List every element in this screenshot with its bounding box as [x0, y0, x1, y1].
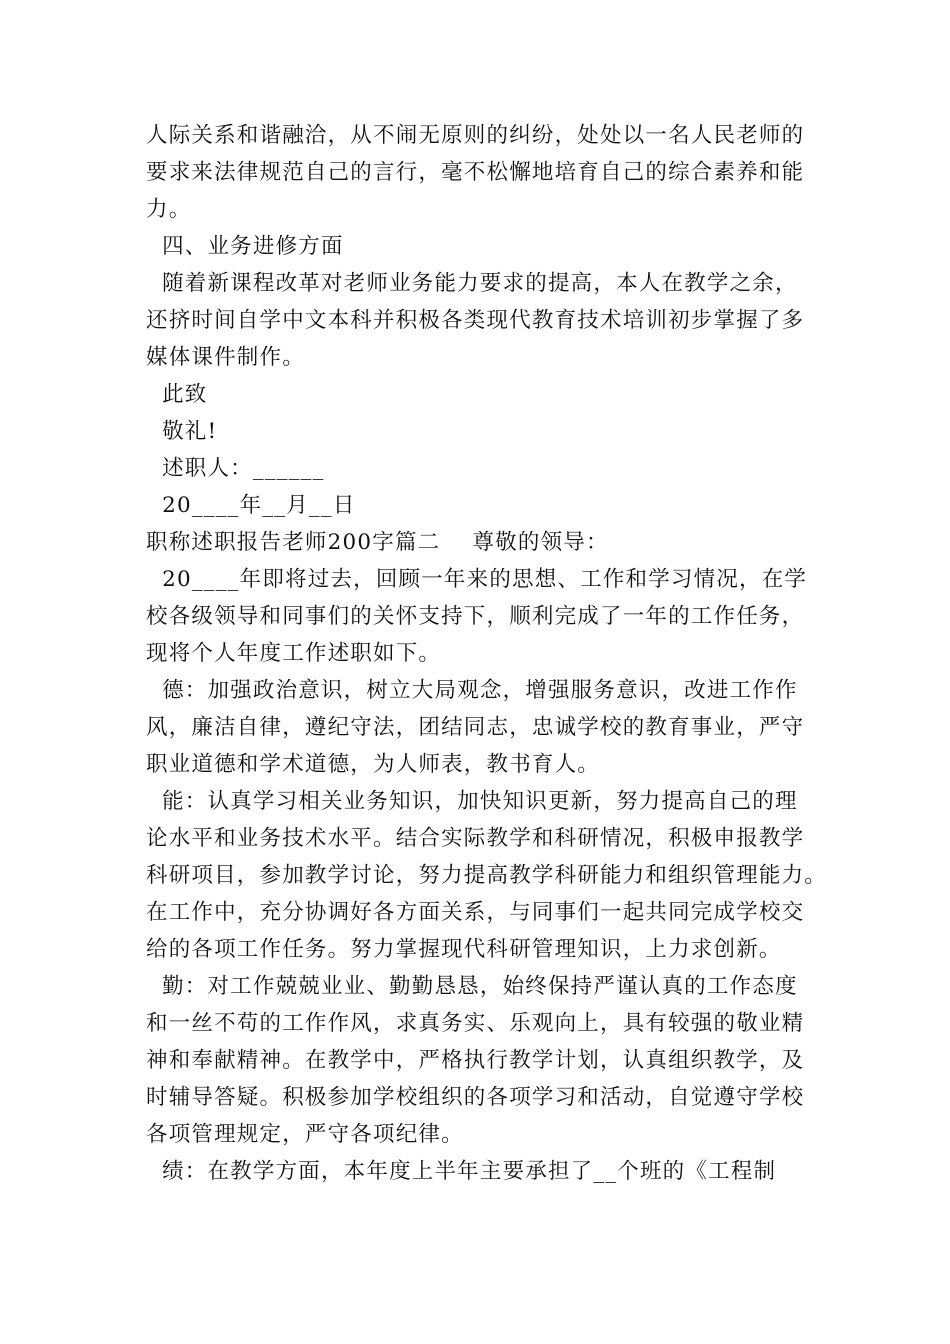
text-line: 媒体课件制作。: [146, 345, 305, 370]
text-line: 时辅导答疑。积极参加学校组织的各项学习和活动，自觉遵守学校: [146, 1085, 805, 1110]
text-line: 论水平和业务技术水平。结合实际教学和科研情况，积极申报教学: [146, 826, 805, 851]
text-line: 能：认真学习相关业务知识，加快知识更新，努力提高自己的理: [146, 789, 798, 814]
text-line: 人际关系和谐融洽，从不闹无原则的纠纷，处处以一名人民老师的: [146, 123, 805, 148]
text-line: 各项管理规定，严守各项纪律。: [146, 1122, 464, 1147]
text-line: 德：加强政治意识，树立大局观念，增强服务意识，改进工作作: [146, 678, 798, 703]
text-line: 职业道德和学术道德，为人师表，教书育人。: [146, 752, 601, 777]
text-line: 科研项目，参加教学讨论，努力提高教学科研能力和组织管理能力。: [146, 863, 828, 888]
signature-line: [146, 450, 826, 487]
paragraph-ability: [146, 783, 826, 968]
text-line: 20____年即将过去，回顾一年来的思想、工作和学习情况，在学: [146, 567, 808, 592]
paragraph-virtue: [146, 672, 826, 783]
text-line: 还挤时间自学中文本科并积极各类现代教育技术培训初步掌握了多: [146, 308, 805, 333]
text-line: 要求来法律规范自己的言行，毫不松懈地培育自己的综合素养和能: [146, 160, 805, 185]
text-line: 力。: [146, 197, 192, 222]
text-line: 神和奉献精神。在教学中，严格执行教学计划，认真组织教学，及: [146, 1048, 805, 1073]
document-body: [146, 117, 826, 1190]
text-line: 风，廉洁自律，遵纪守法，团结同志，忠诚学校的教育事业，严守: [146, 715, 805, 740]
closing-salutation: [146, 376, 826, 413]
closing-regards: [146, 413, 826, 450]
paragraph-intro: [146, 561, 826, 672]
text-line: 绩：在教学方面，本年度上半年主要承担了__个班的《工程制: [146, 1159, 777, 1184]
date-line: [146, 487, 826, 524]
report-title: [146, 524, 826, 561]
text-line: 述职人：______: [146, 456, 325, 481]
text-line: 此致: [146, 382, 208, 407]
text-line: 随着新课程改革对老师业务能力要求的提高，本人在教学之余，: [146, 271, 798, 296]
text-line: 现将个人年度工作述职如下。: [146, 641, 442, 666]
text-line: 20____年__月__日: [146, 493, 356, 518]
text-line: 给的各项工作任务。努力掌握现代科研管理知识，上力求创新。: [146, 937, 782, 962]
paragraph-2: [146, 265, 826, 376]
text-line: 勤：对工作兢兢业业、勤勤恳恳，始终保持严谨认真的工作态度: [146, 974, 798, 999]
text-line: 和一丝不苟的工作作风，求真务实、乐观向上，具有较强的敬业精: [146, 1011, 805, 1036]
text-line: 四、业务进修方面: [146, 234, 344, 259]
text-line: 校各级领导和同事们的关怀支持下，顺利完成了一年的工作任务，: [146, 604, 805, 629]
text-line: 在工作中，充分协调好各方面关系，与同事们一起共同完成学校交: [146, 900, 805, 925]
paragraph-diligence: [146, 968, 826, 1153]
text-line: 职称述职报告老师200字篇二 尊敬的领导：: [146, 530, 609, 555]
text-line: 敬礼!: [146, 419, 218, 444]
paragraph-achievement: [146, 1153, 826, 1190]
section-heading: [146, 228, 826, 265]
paragraph-1: [146, 117, 826, 228]
